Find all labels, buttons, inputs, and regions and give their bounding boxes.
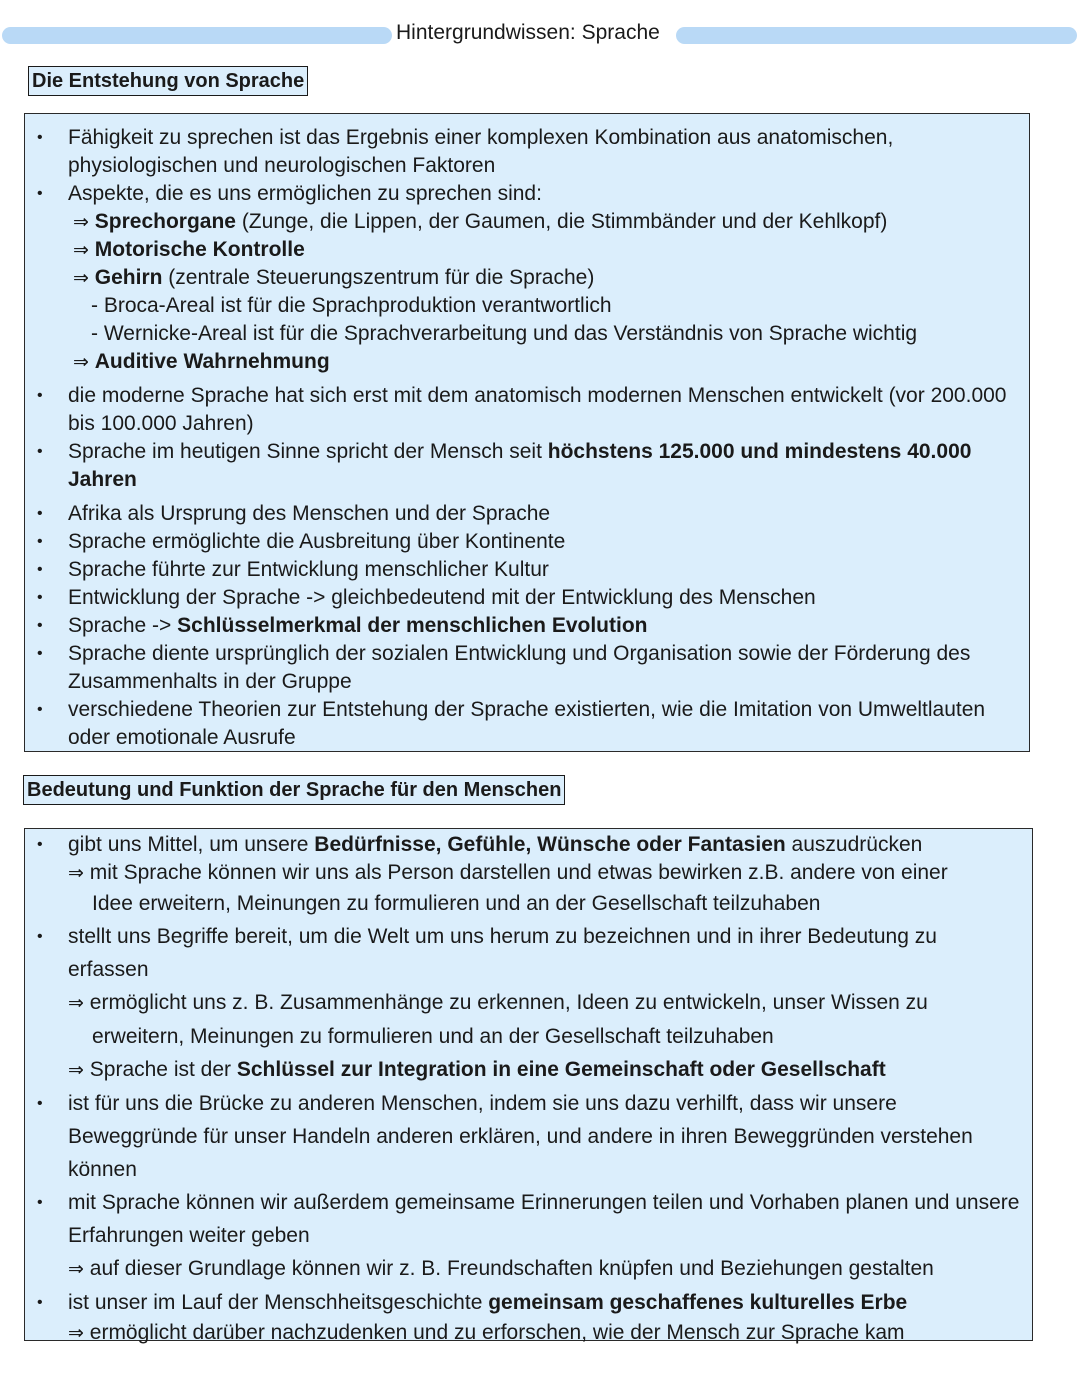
arrow-icon: ⇒ (73, 211, 89, 233)
section-heading-entstehung: Die Entstehung von Sprache (28, 66, 308, 96)
page-title: Hintergrundwissen: Sprache (396, 21, 660, 44)
arrow-icon: ⇒ (68, 1322, 84, 1344)
sub-item-motorik: ⇒ Motorische Kontrolle (73, 238, 305, 261)
list-item: • Aspekte, die es uns ermöglichen zu sprechen sind: (25, 180, 1029, 208)
sub-item: ⇒ mit Sprache können wir uns als Person darstellen und etwas bewirken z.B. andere von einer (68, 861, 948, 884)
list-item: • Entwicklung der Sprache -> gleichbedeutend mit der Entwicklung des Menschen (25, 584, 1029, 612)
sub-item-gehirn: ⇒ Gehirn (zentrale Steuerungszentrum für die Sprache) (73, 266, 595, 289)
title-bar-left (2, 27, 392, 44)
arrow-icon: ⇒ (68, 1258, 84, 1280)
list-item: • Sprache diente ursprünglich der sozialen Entwicklung und Organisation sowie der Förderung des Zusammenhalts in der Gruppe (25, 640, 1029, 696)
section-box-entstehung (24, 113, 1030, 752)
sub-item-auditiv: ⇒ Auditive Wahrnehmung (73, 350, 330, 373)
sub-item: ⇒ Sprache ist der Schlüssel zur Integration in eine Gemeinschaft oder Gesellschaft (68, 1058, 886, 1081)
sub-item: ⇒ ermöglicht uns z. B. Zusammenhänge zu erkennen, Ideen zu entwickeln, unser Wissen zu (68, 991, 928, 1014)
arrow-icon: ⇒ (68, 992, 84, 1014)
list-item: • ist für uns die Brücke zu anderen Menschen, indem sie uns dazu verhilft, dass wir unsere Beweggründe für unser Handeln anderen erklären, und andere in ihren Beweggründen verstehen können (25, 1087, 1032, 1186)
list-item: • stellt uns Begriffe bereit, um die Welt um uns herum zu bezeichnen und in ihrer Bedeutung zu erfassen (25, 920, 1032, 986)
list-item: • gibt uns Mittel, um unsere Bedürfnisse, Gefühle, Wünsche oder Fantasien auszudrücken (25, 831, 1032, 859)
list-item: • verschiedene Theorien zur Entstehung der Sprache existierten, wie die Imitation von Umweltlauten oder emotionale Ausrufe (25, 696, 1029, 752)
list-item: • Afrika als Ursprung des Menschen und der Sprache (25, 500, 1029, 528)
arrow-icon: ⇒ (73, 239, 89, 261)
section-box-bedeutung (24, 828, 1033, 1344)
sub-item: ⇒ auf dieser Grundlage können wir z. B. Freundschaften knüpfen und Beziehungen gestalten (68, 1257, 934, 1280)
detail-wernicke: - Wernicke-Areal ist für die Sprachverarbeitung und das Verständnis von Sprache wichtig (91, 322, 918, 345)
arrow-icon: ⇒ (68, 862, 84, 884)
list-item: • mit Sprache können wir außerdem gemeinsame Erinnerungen teilen und Vorhaben planen und unsere Erfahrungen weiter geben (25, 1186, 1032, 1252)
sub-item-sprechorgane: ⇒ Sprechorgane (Zunge, die Lippen, der Gaumen, die Stimmbänder und der Kehlkopf) (73, 210, 888, 233)
list-item: • Sprache im heutigen Sinne spricht der Mensch seit höchstens 125.000 und mindestens 40.000 Jahren (25, 438, 1029, 494)
sub-item-continued: Idee erweitern, Meinungen zu formulieren und an der Gesellschaft teilzuhaben (92, 892, 821, 915)
arrow-icon: ⇒ (73, 351, 89, 373)
sub-item-continued: erweitern, Meinungen zu formulieren und an der Gesellschaft teilzuhaben (92, 1025, 774, 1048)
arrow-icon: ⇒ (73, 267, 89, 289)
detail-broca: - Broca-Areal ist für die Sprachproduktion verantwortlich (91, 294, 612, 317)
list-item: • die moderne Sprache hat sich erst mit dem anatomisch modernen Menschen entwickelt (vor 200.000 bis 100.000 Jahren) (25, 382, 1029, 438)
title-bar-right (676, 27, 1077, 44)
arrow-icon: ⇒ (68, 1059, 84, 1081)
sub-item: ⇒ ermöglicht darüber nachzudenken und zu erforschen, wie der Mensch zur Sprache kam (68, 1321, 905, 1344)
list-item: • Sprache ermöglichte die Ausbreitung über Kontinente (25, 528, 1029, 556)
list-item: • Sprache führte zur Entwicklung menschlicher Kultur (25, 556, 1029, 584)
list-item: • ist unser im Lauf der Menschheitsgeschichte gemeinsam geschaffenes kulturelles Erbe (25, 1286, 1032, 1319)
section-heading-bedeutung: Bedeutung und Funktion der Sprache für den Menschen (23, 775, 565, 805)
list-item: • Fähigkeit zu sprechen ist das Ergebnis einer komplexen Kombination aus anatomischen, physiologischen und neurologischen Faktoren (25, 124, 1029, 180)
list-item: • Sprache -> Schlüsselmerkmal der menschlichen Evolution (25, 612, 1029, 640)
